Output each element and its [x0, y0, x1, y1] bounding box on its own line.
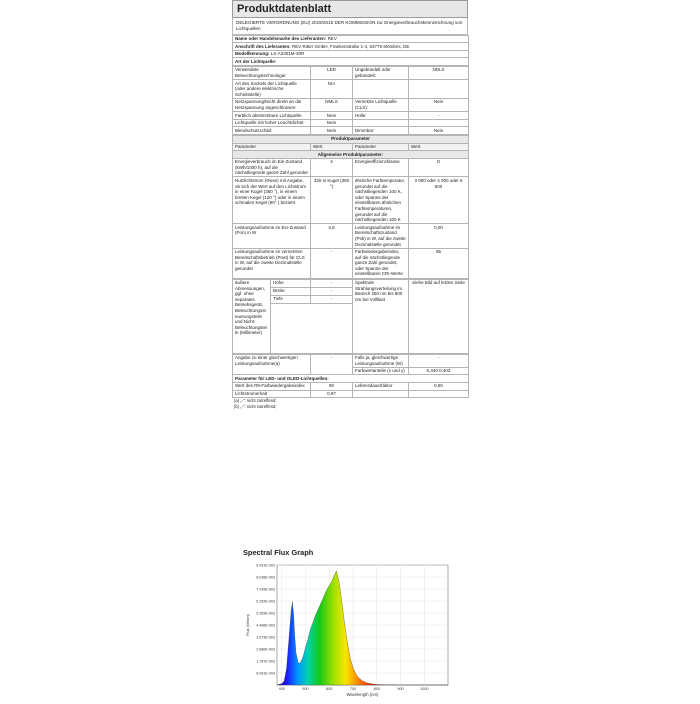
- rows_general-l1: Leistungsaufnahme im Ein-Zustand (Pon) in W: [233, 224, 311, 248]
- equiv-value: -: [311, 354, 353, 375]
- rows_type-l1: Verwendete Beleuchtungstechnologie:: [233, 66, 311, 79]
- x-tick-label: 800: [373, 687, 380, 691]
- y-tick-label: 3.573E-003: [256, 635, 275, 640]
- rows_type-v1: LED: [311, 66, 353, 79]
- rows_led-v2: [409, 390, 469, 398]
- rows_type-l2: Ungebündelt oder gebündelt:: [353, 66, 409, 79]
- rows_general-v1: -: [311, 248, 353, 278]
- x-axis-label: Wavelength (nm): [346, 692, 379, 697]
- rows_general-v1: 3,8: [311, 224, 353, 248]
- footnote-a: (a) „-“: nicht zutreffend;: [234, 398, 277, 404]
- rows_type-v2: [409, 119, 469, 127]
- rows_type-v1: Nein: [311, 127, 353, 135]
- rows_led-l1: Wert des R9-Farbwiedergabeindex: [233, 382, 311, 390]
- rows_type-v2: Nein: [409, 127, 469, 135]
- rows_type-l2: [353, 119, 409, 127]
- y-axis-label: Flux (W/nm): [245, 614, 250, 636]
- rows_type-v2: -: [409, 112, 469, 120]
- rows_general-v2: 3 000 oder 4 000 oder 6 500: [409, 177, 469, 224]
- equiv2-value: -: [409, 354, 469, 367]
- rows_general-l2: Energieeffizienzklasse: [353, 158, 409, 177]
- rows_led-row: [233, 382, 469, 390]
- y-tick-label: 8.931E-003: [256, 563, 275, 568]
- col-param-2: Parameter: [353, 143, 409, 151]
- equiv-table: [232, 354, 469, 399]
- rows_led-v1: 90: [311, 382, 353, 390]
- dim-width-value: -: [311, 287, 353, 295]
- x-tick-label: 400: [278, 687, 285, 691]
- equiv2-label: Falls ja, gleichwertige Leistungsaufnahme (W): [353, 354, 409, 367]
- rows_type-v2: [409, 80, 469, 99]
- x-tick-label: 700: [349, 687, 357, 691]
- rows_led-l1: Lichtstromerhalt: [233, 390, 311, 398]
- dims-table: [232, 279, 469, 354]
- y-tick-label: 5.359E-003: [256, 611, 275, 616]
- rows_general-l2: ähnliche Farbtemperatur, gerundet auf die nächstliegenden 100 K, oder Spanne der einstellbaren ähnlichen Farbtemperaturen, gerundet auf die nächstliegenden 100 K: [353, 177, 409, 224]
- rows_general-v2: G: [409, 158, 469, 177]
- rows_general-row: [233, 158, 469, 177]
- rows_type-row: [233, 98, 469, 111]
- rows_type-l2: Hülle:: [353, 112, 409, 120]
- rows_general-v1: 320 in Kugel (360 °): [311, 177, 353, 224]
- spectral-chart: [243, 557, 458, 699]
- rows_type-v1: Nein: [311, 119, 353, 127]
- rows_general-v1: 4: [311, 158, 353, 177]
- rows_general-row: [233, 224, 469, 248]
- col-value-1: Wert: [311, 143, 353, 151]
- rows_type-l1: Blendschutzschild:: [233, 127, 311, 135]
- rows_type-l1: Farblich abstimmbare Lichtquelle:: [233, 112, 311, 120]
- dim-width-label: Breite: [271, 287, 311, 295]
- rows_general-v2: 95: [409, 248, 469, 278]
- rows_type-l2: Dimmbar:: [353, 127, 409, 135]
- section-type-heading: Art der Lichtquelle:: [233, 58, 469, 66]
- spectral-value: Siehe Bild auf letzter Seite: [409, 279, 469, 353]
- type-table: [232, 66, 469, 135]
- rows_type-l2: [353, 80, 409, 99]
- rows_type-row: [233, 119, 469, 127]
- col-value-2: Wert: [409, 143, 469, 151]
- spectral-flux-graph: [243, 548, 458, 700]
- supplier-row: Name oder Handelsmarke des Lieferanten: REV: [233, 35, 469, 43]
- rows_led-v2: 0,90: [409, 382, 469, 390]
- datasheet-table: [232, 35, 469, 66]
- dim-height-label: Höhe: [271, 279, 311, 287]
- intro-text: DELEGIERTE VERORDNUNG (EU) 2019/2015 DER KOMMISSION zur Energieverbrauchskennzeichnung von Lichtquellen: [232, 18, 468, 35]
- rows_type-row: [233, 66, 469, 79]
- y-tick-label: 8.931E-004: [256, 671, 275, 676]
- x-tick-label: 500: [302, 687, 309, 691]
- rows_type-v1: NMLS: [311, 98, 353, 111]
- dims-label: äußere Abmessungen, ggf. ohne separates Betriebsgerät, Beleuchtungssteuerungsteile und Nicht-Beleuchtungsteile (Millimeter): [233, 279, 271, 353]
- y-tick-label: 1.787E-003: [256, 659, 275, 664]
- rows_general-l1: Energieverbrauch im Ein-Zustand (kWh/1000 h), auf die nächstliegende ganze Zahl gerundet: [233, 158, 311, 177]
- section-params-heading: Produktparameter: [233, 135, 469, 143]
- rows_type-l1: Netzspannung/Nicht direkt an die Netzspannung angeschlossen:: [233, 98, 311, 111]
- section-general-heading: Allgemeine Produktparameter:: [233, 151, 469, 159]
- y-axis-ticks: [256, 563, 275, 675]
- x-axis-ticks: [279, 687, 429, 691]
- section-led-heading: Parameter für LED- und OLED-Lichtquellen:: [233, 375, 469, 383]
- x-tick-label: 1000: [420, 687, 429, 691]
- x-tick-label: 600: [326, 687, 333, 691]
- params-table: [232, 135, 469, 279]
- rows_type-v1: N/A: [311, 80, 353, 99]
- rows_type-row: [233, 127, 469, 135]
- y-tick-label: 7.145E-003: [256, 587, 275, 592]
- chroma-label: Farbwertanteile (x und y): [353, 367, 409, 375]
- y-tick-label: 6.252E-003: [256, 599, 275, 604]
- dim-height-value: -: [311, 279, 353, 287]
- rows_type-l1: Lichtquelle mit hoher Leuchtdichte:: [233, 119, 311, 127]
- rows_type-row: [233, 112, 469, 120]
- rows_led-v1: 0,97: [311, 390, 353, 398]
- rows_general-l2: Farbwiedergabeindex, auf die nächstliegende ganze Zahl gerundet, oder Spanne der einstellbaren CRI-Werte: [353, 248, 409, 278]
- address-row: Anschrift des Lieferanten: REV Ritter GmbH, Frankenstraße 1-4, 63776 Mömbris, DE: [233, 43, 469, 51]
- rows_type-l1: Art des Sockels der Lichtquelle (oder andere elektrische Schnittstelle): [233, 80, 311, 99]
- dim-depth-value: -: [311, 295, 353, 303]
- rows_type-l2: Vernetzte Lichtquelle (CLS):: [353, 98, 409, 111]
- x-tick-label: 900: [397, 687, 404, 691]
- rows_type-v2: NDLS: [409, 66, 469, 79]
- rows_general-v2: 0,00: [409, 224, 469, 248]
- y-tick-label: 8.038E-003: [256, 575, 275, 580]
- y-tick-label: 2.680E-003: [256, 647, 275, 652]
- rows_type-v2: Nein: [409, 98, 469, 111]
- y-tick-label: 4.466E-003: [256, 623, 275, 628]
- rows_type-row: [233, 80, 469, 99]
- rows_general-row: [233, 248, 469, 278]
- spectral-label: Spektrale Strahlungsverteilung im Bereich 250 nm bis 800 nm bei Vollllast: [353, 279, 409, 353]
- footnote-b: (b) „-“: nicht zutreffend;: [234, 403, 277, 409]
- rows_general-l1: Nutzlichtstrom (Φuse) mit Angabe, ob sich der Wert auf den Lichtstrom in einer Kugel (360 °), in einem breiten Kegel (120 °) oder in einem schmalen Kegel (90° ) bezieht: [233, 177, 311, 224]
- dim-depth-label: Tiefe: [271, 295, 311, 303]
- rows_type-v1: Nein: [311, 112, 353, 120]
- dims-spacer: [271, 303, 353, 353]
- page-title: Produktdatenblatt: [232, 0, 468, 18]
- equiv-label: Angabe zu einer gleichwertigen Leistungsaufnahme(a): [233, 354, 311, 375]
- chroma-value: 0,440 0,403: [409, 367, 469, 375]
- chart-title: Spectral Flux Graph: [243, 548, 314, 557]
- datasheet: [232, 0, 468, 409]
- rows_general-row: [233, 177, 469, 224]
- rows_led-l2: [353, 390, 409, 398]
- col-param-1: Parameter: [233, 143, 311, 151]
- rows_led-l2: Lebensdauerfaktor: [353, 382, 409, 390]
- model-row: Modellkennung: LS-A2301M-30R: [233, 50, 469, 58]
- rows_general-l2: Leistungsaufnahme im Bereitschaftszustand (Psb) in W, auf die zweite Dezimalstelle gerundet: [353, 224, 409, 248]
- rows_general-l1: Leistungsaufnahme im vernetzten Bereitschaftsbetrieb (Pnet) für CLS in W, auf die zweite Dezimalstelle gerundet: [233, 248, 311, 278]
- rows_led-row: [233, 390, 469, 398]
